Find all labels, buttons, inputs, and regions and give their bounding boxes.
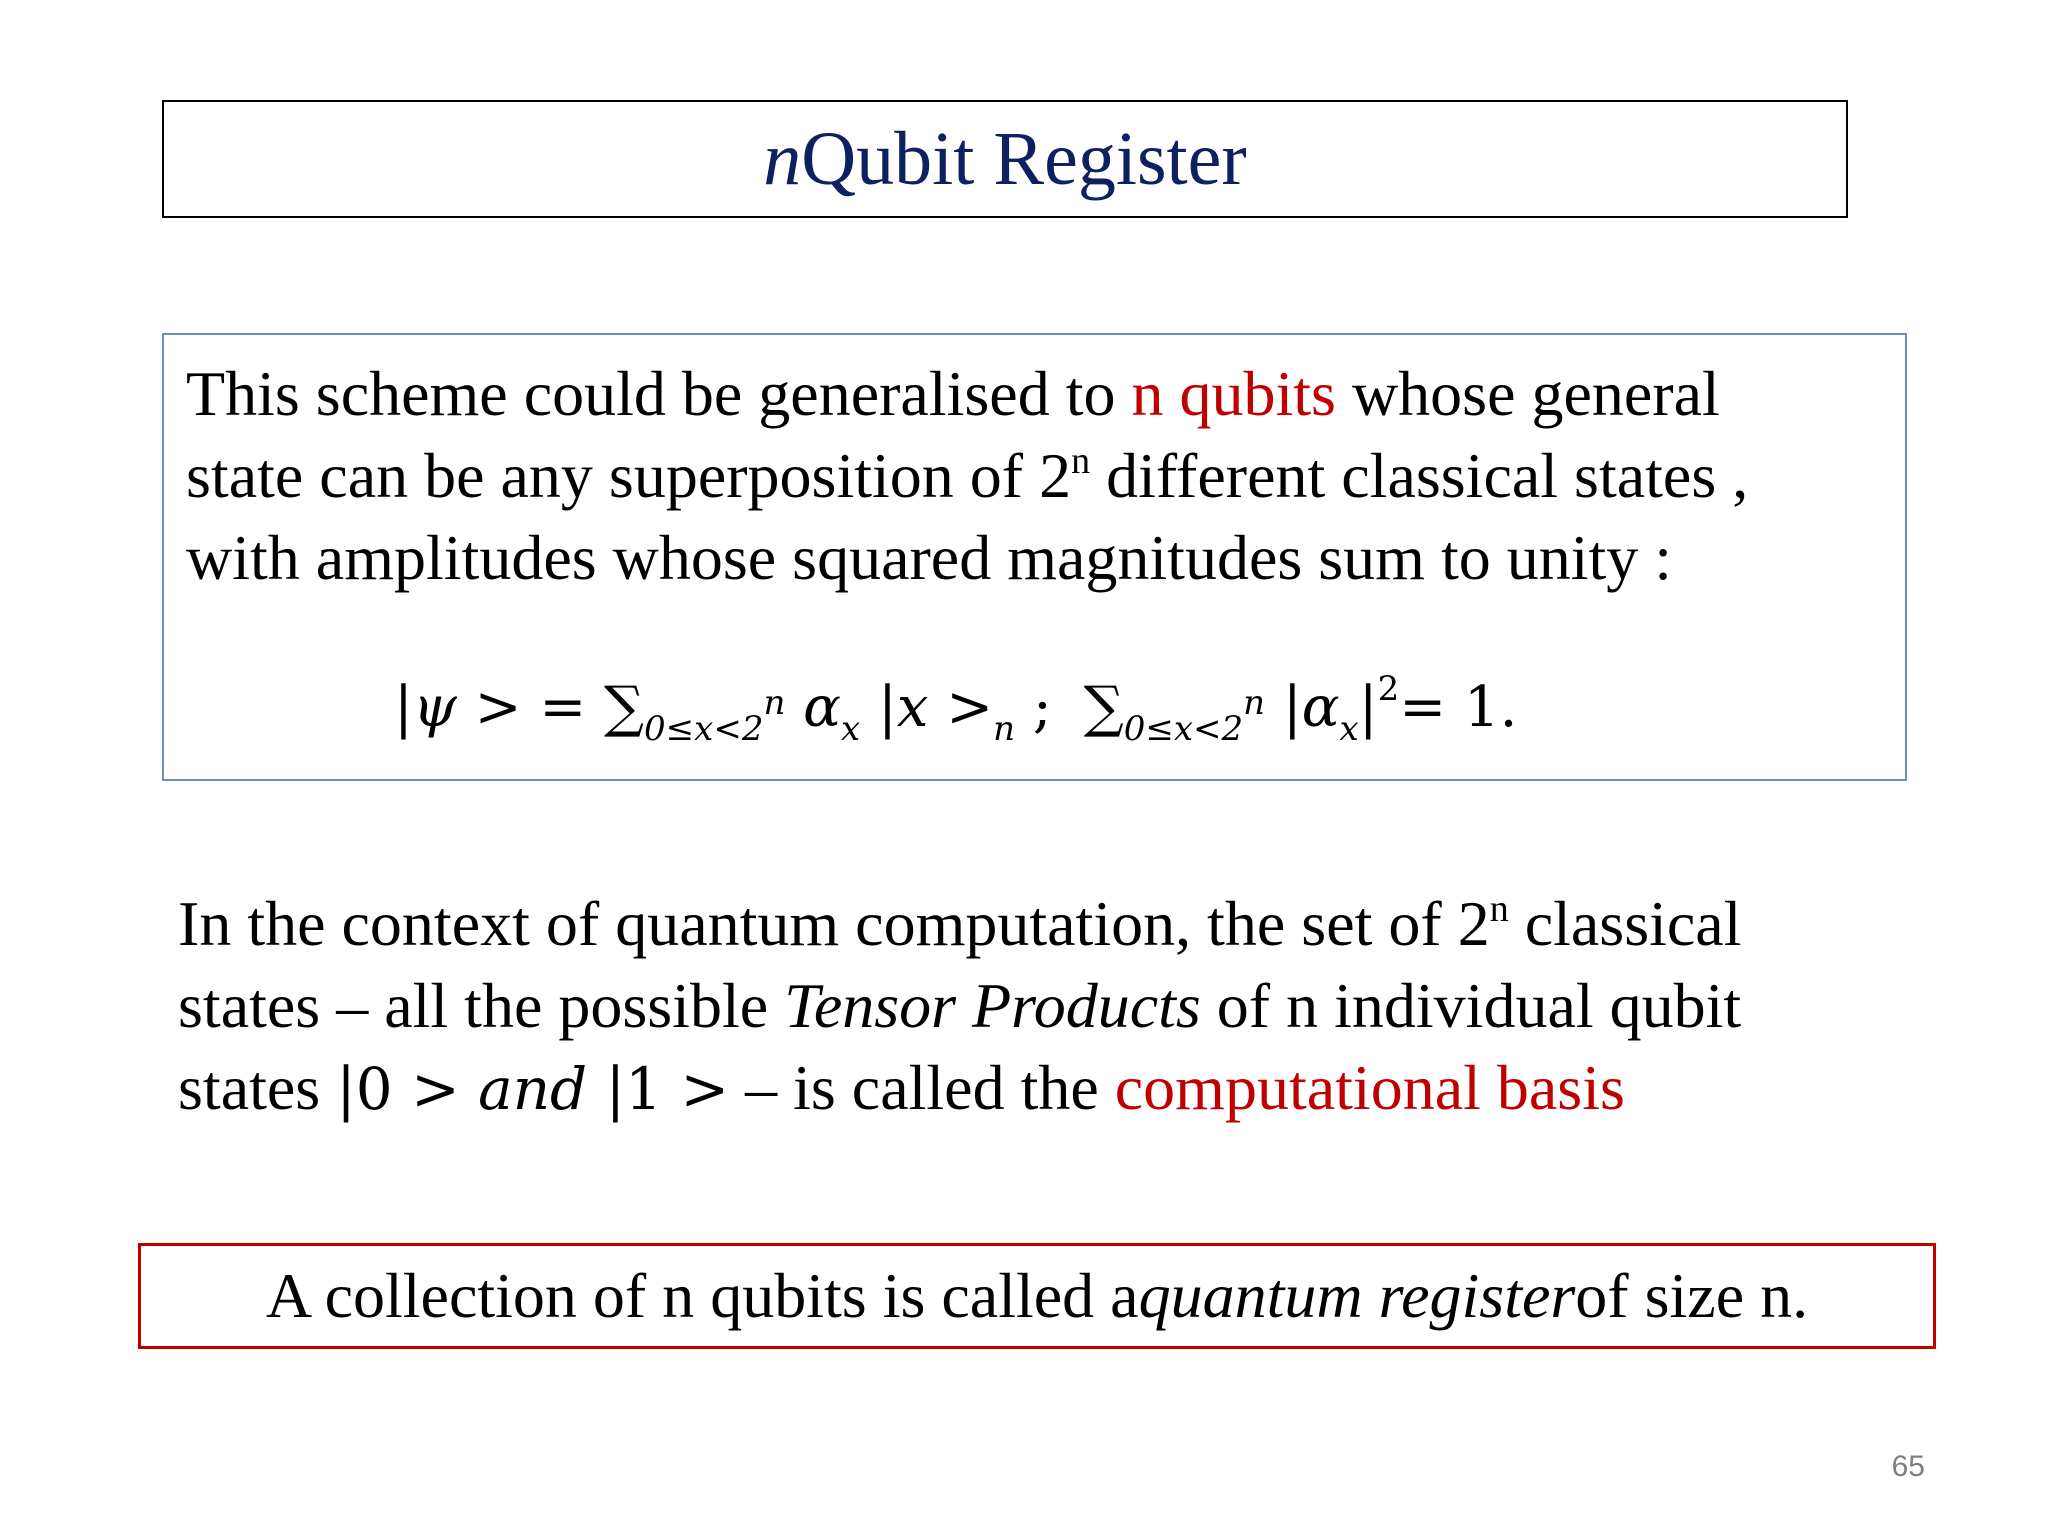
scheme-paragraph (186, 353, 1886, 599)
alpha-symbol: α (785, 675, 841, 740)
scheme-line-1 (186, 353, 1886, 435)
computational-basis-highlight: computational basis (1114, 1052, 1625, 1123)
and-word: and (478, 1055, 588, 1123)
context-paragraph (178, 883, 1938, 1130)
sum-symbol-2: ∑ (1083, 675, 1124, 740)
ket-open: | (394, 675, 413, 740)
sum-2-range-text: 0≤x<2 (1123, 709, 1244, 749)
sum-symbol-1: ∑ (604, 675, 645, 740)
context-line-3 (178, 1047, 1938, 1130)
state-formula (394, 669, 1518, 749)
abs-alpha: |α (1265, 675, 1340, 740)
title-box (162, 100, 1848, 218)
scheme-line-1-text-b: whose general (1335, 358, 1720, 429)
ket-x: |x > (860, 675, 994, 740)
ket-zero: |0 > (336, 1055, 479, 1123)
scheme-line-3: with amplitudes whose squared magnitudes sum to unity : (186, 522, 1673, 593)
ket-close-equals: > = (456, 675, 605, 740)
register-text-a: A collection of n qubits is called a (265, 1260, 1139, 1331)
ket-x-subscript: n (993, 709, 1016, 749)
context-line-1 (178, 883, 1938, 965)
context-line-2 (178, 965, 1938, 1047)
context-line-2-text-b: of n individual qubit (1200, 970, 1742, 1041)
quantum-register-term: quantum register (1138, 1260, 1576, 1331)
formula-separator: ; (1015, 675, 1052, 740)
scheme-line-1-text-a: This scheme could be generalised to (186, 358, 1132, 429)
abs-exponent: 2 (1377, 669, 1400, 709)
abs-alpha-subscript: x (1339, 709, 1359, 749)
sum-1-range (644, 683, 786, 749)
page-number: 65 (1891, 1450, 1925, 1483)
sum-2-range-exponent: n (1243, 683, 1266, 723)
alpha-subscript: x (840, 709, 861, 749)
formula-result: = 1. (1399, 675, 1518, 740)
tensor-products-term: Tensor Products (784, 970, 1201, 1041)
sum-1-range-exponent: n (763, 683, 786, 723)
sum-1-range-text: 0≤x<2 (644, 709, 764, 749)
context-line-3-text-b: – is called the (729, 1052, 1115, 1123)
scheme-box (162, 333, 1907, 781)
page-title: Qubit Register (801, 116, 1247, 201)
register-text-b: of size n. (1575, 1260, 1809, 1331)
scheme-line-2-text-a: state can be any superposition of 2 (186, 440, 1072, 511)
context-line-1-text-a: In the context of quantum computation, the set of 2 (178, 888, 1490, 959)
register-definition-box (138, 1243, 1936, 1349)
context-line-2-text-a: states – all the possible (178, 970, 785, 1041)
scheme-line-2 (186, 435, 1886, 517)
psi-symbol: ψ (412, 675, 457, 740)
scheme-line-2-superscript: n (1071, 440, 1091, 482)
context-line-1-superscript: n (1489, 888, 1509, 930)
context-line-1-text-b: classical (1508, 888, 1742, 959)
title-variable: n (763, 116, 802, 201)
n-qubits-highlight: n qubits (1131, 358, 1336, 429)
abs-close: | (1358, 675, 1378, 740)
context-line-3-text-a: states (178, 1052, 337, 1123)
sum-2-range (1123, 683, 1266, 749)
ket-one: |1 > (587, 1055, 730, 1123)
scheme-line-2-text-b: different classical states , (1090, 440, 1749, 511)
